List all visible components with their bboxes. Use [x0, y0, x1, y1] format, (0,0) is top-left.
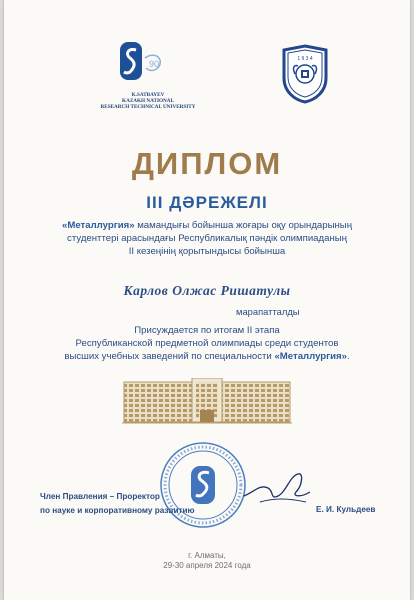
- ru-line1: Присуждается по итогам II этапа: [134, 325, 280, 336]
- kz-subject: «Металлургия»: [62, 220, 135, 231]
- ru-line3: высших учебных заведений по специальности: [64, 351, 275, 362]
- university-name-text: K.SATBAYEV KAZAKH NATIONAL RESEARCH TECHNICAL UNIVERSITY: [100, 92, 196, 111]
- kz-line1: мамандығы бойынша жоғары оқу орындарының: [134, 220, 352, 231]
- recipient-name: Карлов Олжас Ришатулы: [123, 283, 291, 298]
- diploma-degree: III ДӘРЕЖЕЛІ: [146, 193, 268, 212]
- kz-line3: II кезеңінің қорытындысы бойынша: [128, 246, 286, 257]
- russian-paragraph: Присуждается по итогам II этапа Республиканской предметной олимпиады среди студентов высших учебных заведений по специальности «Металлургия».: [4, 324, 410, 363]
- diploma-title: ДИПЛОМ: [131, 146, 283, 181]
- awarded-text: марапатталды: [236, 306, 300, 317]
- city-text: г. Алматы,: [188, 551, 226, 560]
- handwritten-signature: [240, 462, 320, 512]
- svg-text:90: 90: [149, 59, 160, 69]
- diploma-page: [4, 0, 410, 600]
- signer-name: Е. И. Кульдеев: [316, 505, 376, 514]
- kazakh-paragraph: [4, 219, 410, 258]
- place-and-date: [4, 551, 410, 571]
- university-logo-icon: [118, 40, 168, 86]
- date-text: 29-30 апреля 2024 года: [163, 561, 251, 570]
- kz-line2: студенттері арасындағы Республикалық пәндік олимпиаданың: [67, 233, 347, 244]
- institute-emblem-icon: [280, 44, 330, 104]
- ru-subject: «Металлургия»: [274, 351, 347, 362]
- university-seal-stamp: [158, 440, 248, 530]
- ru-line2: Республиканской предметной олимпиады среди студентов: [75, 338, 339, 349]
- emblem-year: 1 9 3 4: [297, 56, 313, 62]
- signer-title-line1: Член Правления – Проректор: [40, 492, 160, 501]
- university-building-illustration: [122, 378, 292, 426]
- signer-title-line2: по науке и корпоративному развитию: [40, 506, 195, 515]
